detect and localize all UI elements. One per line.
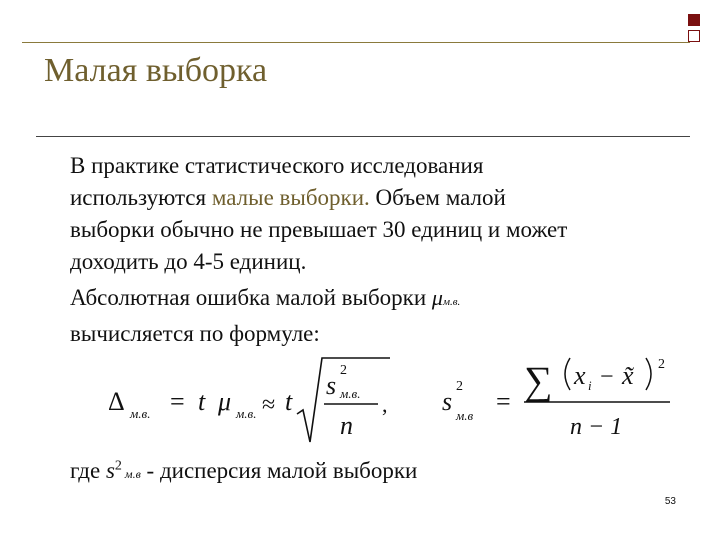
title-divider xyxy=(36,136,690,137)
delta-subscript: м.в. xyxy=(130,406,151,421)
dispersion-note xyxy=(70,458,417,484)
para2-line2: вычисляется по формуле: xyxy=(70,321,320,346)
x-tilde: x̃ xyxy=(622,361,634,390)
page-number: 53 xyxy=(664,496,676,507)
mu-formula: μ xyxy=(218,387,232,416)
para1-line2a: используются xyxy=(70,185,212,210)
para1-line3: выборки обычно не превышает 30 единиц и может xyxy=(70,217,568,242)
slide-title: Малая выборка xyxy=(44,52,268,89)
n-minus-1: n − 1 xyxy=(570,414,623,440)
note-prefix: где xyxy=(70,458,106,483)
s-lhs: s xyxy=(442,387,453,416)
mu-subscript: м.в. xyxy=(442,296,461,308)
x-var: x xyxy=(574,361,586,390)
approx-sign: ≈ xyxy=(262,392,276,418)
s-lhs-sub: м.в xyxy=(456,408,474,423)
para1-line1: В практике статистического исследования xyxy=(70,153,484,178)
para1-line2c: Объем малой xyxy=(369,185,506,210)
para2-line1-text: Абсолютная ошибка малой выборки xyxy=(70,285,432,310)
sum-symbol: ∑ xyxy=(524,358,553,403)
para1-line2 xyxy=(70,182,690,214)
mu-formula-subscript: м.в. xyxy=(236,406,257,421)
note-rest: - дисперсия малой выборки xyxy=(140,458,418,483)
minus-sign: − xyxy=(600,364,614,390)
n-denominator: n xyxy=(340,411,353,440)
para2-line1 xyxy=(70,282,690,318)
s-numerator: s xyxy=(326,371,337,400)
decor-square-right xyxy=(688,14,700,26)
note-exp: 2 xyxy=(114,458,122,474)
s-numerator-exp: 2 xyxy=(340,363,347,378)
para1-line4: доходить до 4-5 единиц. xyxy=(70,249,307,274)
equals-sign: = xyxy=(170,387,185,416)
equals-sign-2: = xyxy=(496,387,511,416)
header-bar xyxy=(22,10,690,43)
decor-square-bottom xyxy=(688,30,700,42)
highlight-small-samples: малые выборки. xyxy=(211,185,370,210)
i-subscript: i xyxy=(588,378,592,393)
paragraph-small-samples xyxy=(70,150,690,278)
paren-close xyxy=(646,358,651,390)
delta-symbol: Δ xyxy=(108,387,125,416)
paren-open xyxy=(565,358,570,390)
paragraph-absolute-error xyxy=(70,282,690,350)
note-sub: м.в xyxy=(121,467,141,481)
formula-block xyxy=(100,350,700,450)
comma: , xyxy=(382,392,388,417)
note-s: s xyxy=(105,458,115,483)
mu-symbol: μ xyxy=(431,285,443,310)
t-symbol: t xyxy=(198,387,206,416)
sum-exponent: 2 xyxy=(658,357,665,372)
t-symbol-2: t xyxy=(285,387,293,416)
s-numerator-sub: м.в. xyxy=(340,386,361,401)
s-lhs-exp: 2 xyxy=(456,379,463,394)
